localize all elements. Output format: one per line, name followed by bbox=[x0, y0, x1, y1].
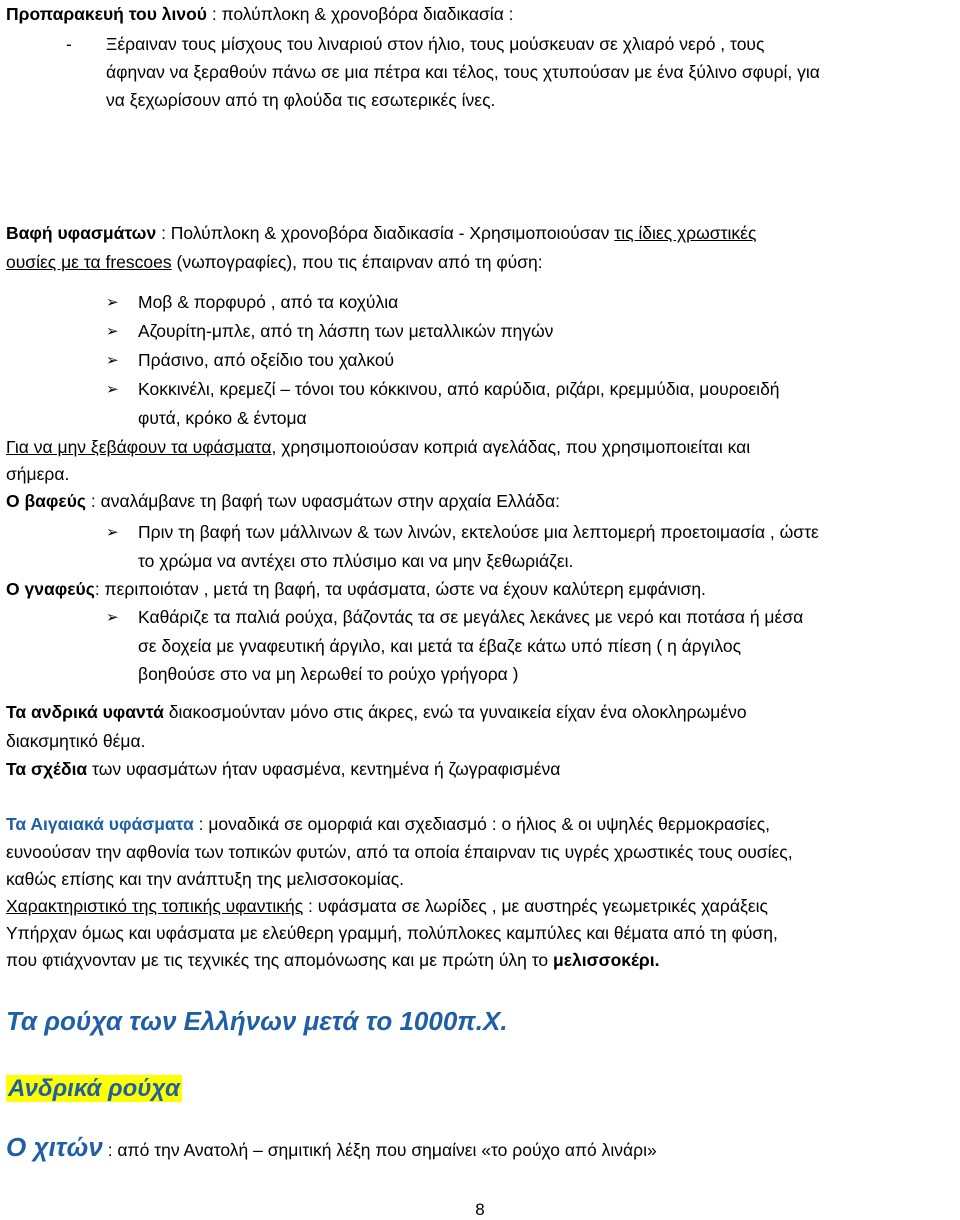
sec6-rest: : μοναδικά σε ομορφιά και σχεδιασμό : ο ήλιος & οι υψηλές θερμοκρασίες, bbox=[193, 814, 771, 834]
sec5-designs-title: Τα σχέδια bbox=[6, 759, 88, 779]
list-item bbox=[106, 518, 819, 547]
sec6-underlined: Χαρακτηριστικό της τοπικής υφαντικής bbox=[6, 896, 304, 916]
list-item bbox=[106, 317, 554, 346]
sec6-line6 bbox=[6, 946, 956, 974]
sec3-title-line bbox=[6, 487, 956, 515]
sec4-bullet-1c: βοηθούσε στο να μη λερωθεί το ρούχο γρήγορα ) bbox=[138, 664, 519, 684]
sec6-line6-text: που φτιάχνονταν με τις τεχνικές της απομόνωσης και με πρώτη ύλη το bbox=[6, 950, 554, 970]
chiton-line bbox=[6, 1130, 956, 1167]
sec2-bullet-4b: φυτά, κρόκο & έντομα bbox=[138, 408, 307, 428]
sec6-line4-text: : υφάσματα σε λωρίδες , με αυστηρές γεωμετρικές χαράξεις bbox=[303, 896, 768, 916]
sec4-bullet-1b: σε δοχεία με γναφευτική άργιλο, και μετά τα έβαζε κάτω υπό πίεση ( η άργιλος bbox=[138, 636, 742, 656]
chiton-rest: : από την Ανατολή – σημιτική λέξη που σημαίνει «το ρούχο από λινάρι» bbox=[102, 1140, 657, 1160]
heading-greek-clothes-text: Τα ρούχα των Ελλήνων μετά το 1000π.Χ. bbox=[6, 1006, 508, 1036]
heading-greek-clothes bbox=[6, 1004, 956, 1041]
sec5-line2: διακσμητικό θέμα. bbox=[6, 731, 146, 751]
page-number: 8 bbox=[475, 1200, 485, 1219]
sec1-title: Προπαρακευή του λινού bbox=[6, 4, 207, 24]
sec5-line3 bbox=[6, 755, 956, 783]
sec4-rest: : περιποιόταν , μετά τη βαφή, τα υφάσματα, ώστε να έχουν καλύτερη εμφάνιση. bbox=[94, 579, 706, 599]
sec2-bullet-2: Αζουρίτη-μπλε, από τη λάσπη των μεταλλικών πηγών bbox=[138, 321, 554, 341]
sec2-rest2: (νωπογραφίες), που τις έπαιρναν από τη φύση: bbox=[171, 252, 543, 272]
sec6-line2: ευνοούσαν την αφθονία των τοπικών φυτών, από τα οποία έπαιρναν τις υγρές χρωστικές τους ουσίες, bbox=[6, 842, 793, 862]
sec6-line3: καθώς επίσης και την ανάπτυξη της μελισσοκομίας. bbox=[6, 869, 405, 889]
sec6-title: Τα Αιγαιακά υφάσματα bbox=[6, 814, 194, 834]
list-item bbox=[106, 603, 804, 632]
sec2-para-underlined: Για να μην ξεβάφουν τα υφάσματα bbox=[6, 437, 272, 457]
sec2-underlined-1: τις ίδιες χρωστικές bbox=[614, 223, 757, 243]
sec1-line3: να ξεχωρίσουν από τη φλούδα τις εσωτερικές ίνες. bbox=[106, 90, 496, 110]
sec2-para-end: σήμερα. bbox=[6, 464, 70, 484]
sec1-rest: : πολύπλοκη & χρονοβόρα διαδικασία : bbox=[207, 4, 514, 24]
sec2-para-text: , χρησιμοποιούσαν κοπριά αγελάδας, που χρησιμοποιείται και bbox=[271, 437, 751, 457]
heading-male-clothes bbox=[6, 1072, 956, 1107]
arrow-bullet-icon: ➢ bbox=[106, 352, 119, 369]
sec2-underlined-2: ουσίες με τα frescoes bbox=[6, 252, 172, 272]
arrow-bullet-icon: ➢ bbox=[106, 609, 119, 626]
sec5-title-line bbox=[6, 698, 956, 726]
chiton-title: Ο χιτών bbox=[6, 1132, 103, 1162]
list-item bbox=[106, 375, 780, 404]
sec2-title: Βαφή υφασμάτων bbox=[6, 223, 157, 243]
sec5-designs-text: των υφασμάτων ήταν υφασμένα, κεντημένα ή ζωγραφισμένα bbox=[87, 759, 561, 779]
sec4-title: Ο γναφεύς bbox=[6, 579, 95, 599]
sec5-title: Τα ανδρικά υφαντά bbox=[6, 702, 164, 722]
arrow-bullet-icon: ➢ bbox=[106, 323, 119, 340]
sec4-title-line bbox=[6, 575, 956, 603]
sec6-line4 bbox=[6, 892, 956, 920]
sec2-title-line bbox=[6, 219, 956, 247]
sec4-bullet-1a: Καθάριζε τα παλιά ρούχα, βάζοντάς τα σε μεγάλες λεκάνες με νερό και ποτάσα ή μέσα bbox=[138, 607, 804, 627]
sec2-bullet-1: Μοβ & πορφυρό , από τα κοχύλια bbox=[138, 292, 399, 312]
sec2-bullet-3: Πράσινο, από οξείδιο του χαλκού bbox=[138, 350, 395, 370]
sec6-title-line bbox=[6, 810, 956, 838]
arrow-bullet-icon: ➢ bbox=[106, 381, 119, 398]
sec5-rest: διακοσμούνταν μόνο στις άκρες, ενώ τα γυναικεία είχαν ένα ολοκληρωμένο bbox=[163, 702, 747, 722]
list-item bbox=[106, 346, 395, 375]
sec2-line2 bbox=[6, 248, 956, 276]
list-item bbox=[106, 288, 399, 317]
sec6-beeswax: μελισσοκέρι. bbox=[553, 950, 660, 970]
sec3-bullet-1a: Πριν τη βαφή των μάλλινων & των λινών, εκτελούσε μια λεπτομερή προετοιμασία , ώστε bbox=[138, 522, 819, 542]
heading-male-clothes-text: Ανδρικά ρούχα bbox=[8, 1075, 180, 1102]
sec3-title: Ο βαφεύς bbox=[6, 491, 87, 511]
sec1-title-line bbox=[6, 0, 956, 28]
sec1-dash: - bbox=[66, 34, 72, 54]
sec1-line2: άφηναν να ξεραθούν πάνω σε μια πέτρα και τέλος, τους χτυπούσαν με ένα ξύλινο σφυρί, για bbox=[106, 62, 820, 82]
arrow-bullet-icon: ➢ bbox=[106, 294, 119, 311]
sec6-line5: Υπήρχαν όμως και υφάσματα με ελεύθερη γραμμή, πολύπλοκες καμπύλες και θέματα από τη φύση, bbox=[6, 923, 778, 943]
sec2-bullet-4a: Κοκκινέλι, κρεμεζί – τόνοι του κόκκινου, από καρύδια, ριζάρι, κρεμμύδια, μουροειδή bbox=[138, 379, 780, 399]
arrow-bullet-icon: ➢ bbox=[106, 524, 119, 541]
sec3-rest: : αναλάμβανε τη βαφή των υφασμάτων στην αρχαία Ελλάδα: bbox=[86, 491, 561, 511]
sec1-line1: Ξέραιναν τους μίσχους του λιναριού στον ήλιο, τους μούσκευαν σε χλιαρό νερό , τους bbox=[106, 34, 765, 54]
sec2-rest: : Πολύπλοκη & χρονοβόρα διαδικασία - Χρησιμοποιούσαν bbox=[156, 223, 615, 243]
sec2-para bbox=[6, 433, 956, 461]
sec3-bullet-1b: το χρώμα να αντέχει στο πλύσιμο και να μην ξεθωριάζει. bbox=[138, 551, 574, 571]
